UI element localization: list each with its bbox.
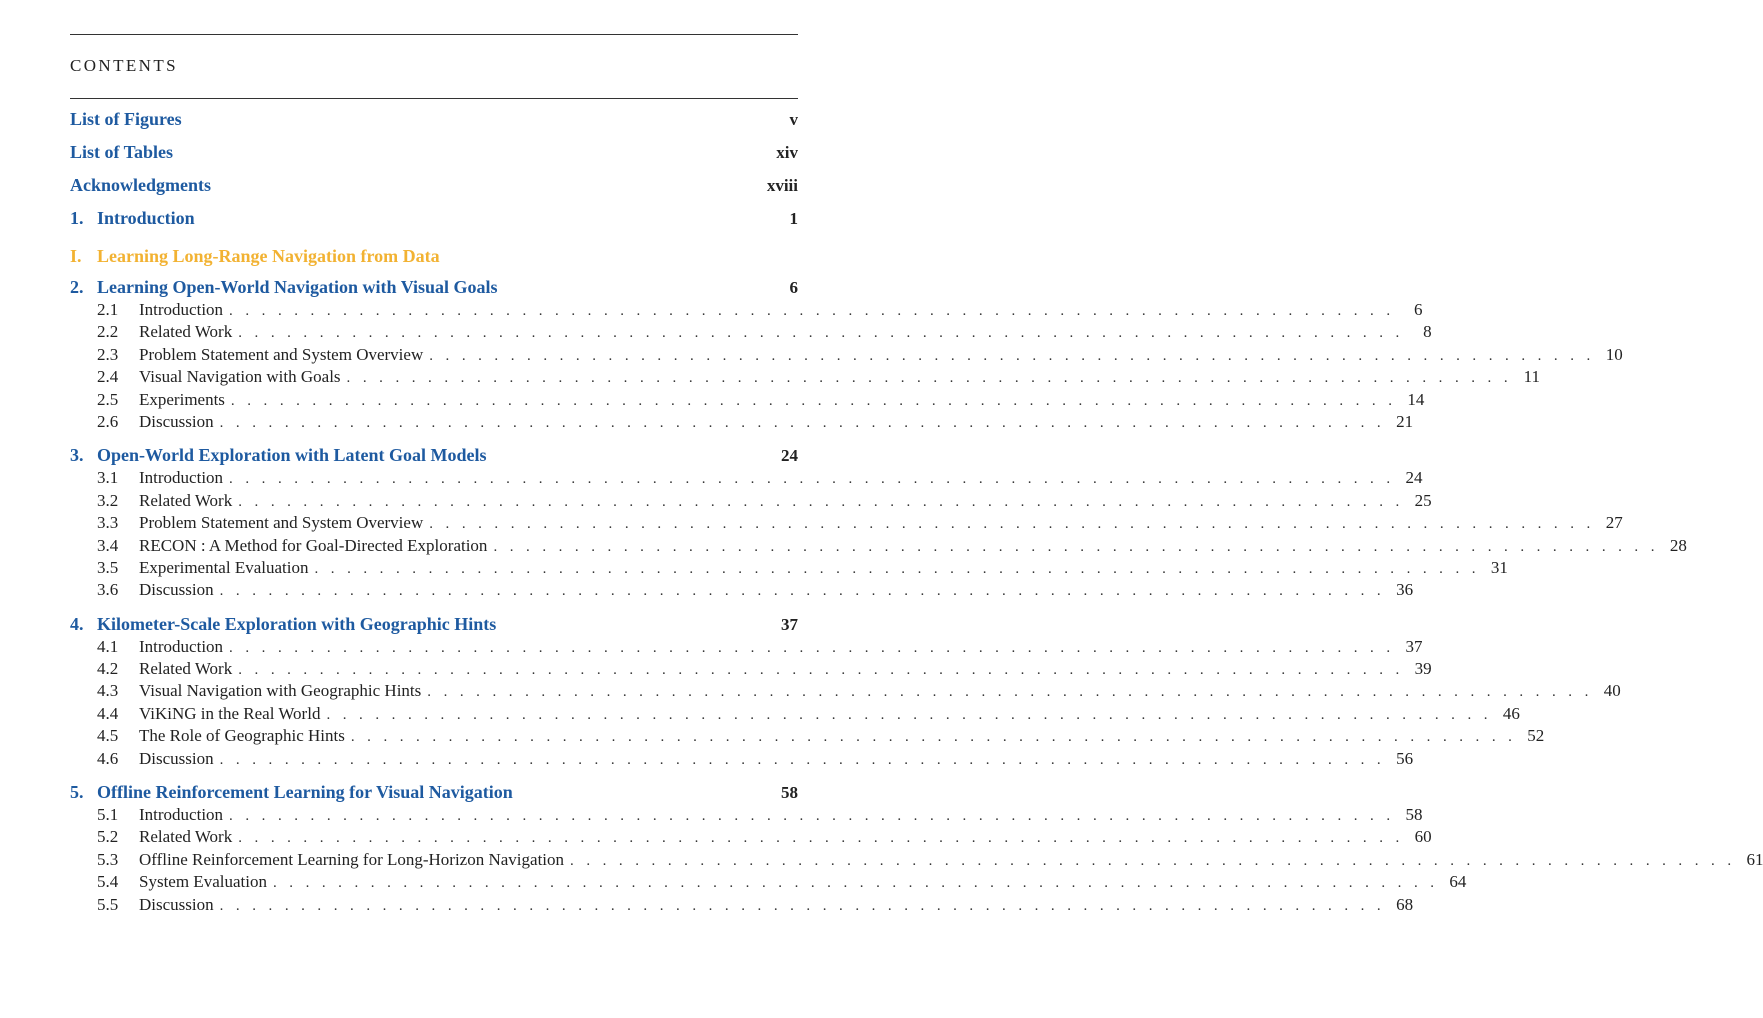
- section-page: 58: [1405, 805, 1423, 825]
- section-number: 2.3: [97, 344, 119, 364]
- toc-entry-label[interactable]: Acknowledgments: [70, 175, 212, 195]
- section-page: 40: [1603, 681, 1621, 701]
- dot-leader: . . . . . . . . . . . . . . . . . . . . . . . . . . . . . . . . . . . . . . . . . . . . . . . . . . . . . . . . . . . . . . . . . . . . . . . .: [229, 471, 1395, 488]
- section-page: 37: [1405, 636, 1423, 656]
- toc-section[interactable]: [70, 579, 1414, 601]
- toc-section[interactable]: [70, 725, 1545, 747]
- section-number: 4.6: [97, 748, 119, 768]
- section-number: 3.4: [97, 535, 119, 555]
- section-number: 2.1: [97, 300, 119, 319]
- section-title[interactable]: Experiments: [139, 389, 225, 409]
- section-number: 5.2: [97, 827, 119, 847]
- section-number: 4.1: [97, 636, 119, 656]
- section-number: 3.3: [97, 513, 119, 533]
- chapter-title[interactable]: Offline Reinforcement Learning for Visual Navigation: [97, 782, 513, 803]
- toc-section[interactable]: [70, 512, 1623, 534]
- toc-chapter[interactable]: [70, 612, 798, 636]
- dot-leader: . . . . . . . . . . . . . . . . . . . . . . . . . . . . . . . . . . . . . . . . . . . . . . . . . . . . . . . . . . . . . . . . . . . . . . . .: [493, 538, 1659, 555]
- chapter-page: 37: [781, 614, 798, 634]
- dot-leader: . . . . . . . . . . . . . . . . . . . . . . . . . . . . . . . . . . . . . . . . . . . . . . . . . . . . . . . . . . . . . . . . . . . . . . . .: [229, 303, 1395, 319]
- contents-heading: CONTENTS: [70, 56, 178, 75]
- section-page: 28: [1669, 535, 1687, 555]
- toc-section[interactable]: [70, 804, 1423, 826]
- chapter-page: 24: [781, 446, 798, 466]
- dot-leader: . . . . . . . . . . . . . . . . . . . . . . . . . . . . . . . . . . . . . . . . . . . . . . . . . . . . . . . . . . . . . . . . . . . . . . . .: [238, 493, 1404, 510]
- toc-entry-list-of-tables[interactable]: [70, 140, 798, 173]
- dot-leader: . . . . . . . . . . . . . . . . . . . . . . . . . . . . . . . . . . . . . . . . . . . . . . . . . . . . . . . . . . . . . . . . . . . . . . . .: [229, 808, 1395, 825]
- toc-entry-list-of-figures[interactable]: [70, 107, 798, 140]
- dot-leader: . . . . . . . . . . . . . . . . . . . . . . . . . . . . . . . . . . . . . . . . . . . . . . . . . . . . . . . . . . . . . . . . . . . . . . . .: [219, 751, 1386, 768]
- toc-section[interactable]: [70, 411, 1414, 433]
- dot-leader: . . . . . . . . . . . . . . . . . . . . . . . . . . . . . . . . . . . . . . . . . . . . . . . . . . . . . . . . . . . . . . . . . . . . . . . .: [229, 639, 1395, 656]
- toc-section[interactable]: [70, 389, 1425, 411]
- section-title[interactable]: Discussion: [139, 411, 214, 431]
- section-page: 24: [1405, 468, 1423, 488]
- toc-chapter-introduction[interactable]: [70, 206, 798, 230]
- section-number: 3.1: [97, 468, 119, 488]
- toc-entry-label[interactable]: List of Tables: [70, 142, 174, 162]
- dot-leader: . . . . . . . . . . . . . . . . . . . . . . . . . . . . . . . . . . . . . . . . . . . . . . . . . . . . . . . . . . . . . . . . . . . . . . . .: [346, 370, 1512, 387]
- section-title[interactable]: Visual Navigation with Geographic Hints: [139, 681, 422, 701]
- chapter-page: 1: [789, 209, 798, 228]
- section-page: 31: [1490, 557, 1508, 577]
- section-page: 36: [1396, 580, 1414, 600]
- section-number: 2.4: [97, 367, 119, 387]
- chapter-title[interactable]: Open-World Exploration with Latent Goal Models: [97, 445, 487, 466]
- section-number: 4.2: [97, 659, 119, 679]
- toc-chapter[interactable]: [70, 275, 798, 299]
- section-title[interactable]: ViKiNG in the Real World: [139, 703, 321, 723]
- section-page: 14: [1407, 389, 1425, 409]
- section-title[interactable]: Discussion: [139, 748, 214, 768]
- chapter-number: 2.: [70, 277, 84, 297]
- toc-section[interactable]: [70, 535, 1687, 557]
- section-title[interactable]: Introduction: [139, 636, 224, 656]
- section-number: 5.3: [97, 849, 119, 869]
- part-title[interactable]: Learning Long-Range Navigation from Data: [97, 246, 440, 266]
- chapter-page: 6: [789, 278, 798, 297]
- toc-section[interactable]: [70, 366, 1540, 388]
- section-page: 6: [1414, 300, 1423, 319]
- toc-section[interactable]: [70, 299, 1423, 321]
- toc-section[interactable]: [70, 826, 1432, 848]
- section-title[interactable]: Problem Statement and System Overview: [139, 513, 424, 533]
- toc-part-heading[interactable]: [70, 243, 798, 269]
- toc-section[interactable]: [70, 490, 1432, 512]
- section-number: 3.2: [97, 490, 119, 510]
- dot-leader: . . . . . . . . . . . . . . . . . . . . . . . . . . . . . . . . . . . . . . . . . . . . . . . . . . . . . . . . . . . . . . . . . . . . . . . .: [350, 729, 1517, 746]
- section-page: 21: [1396, 411, 1414, 431]
- section-page: 46: [1502, 703, 1520, 723]
- section-title[interactable]: Related Work: [139, 490, 233, 510]
- dot-leader: . . . . . . . . . . . . . . . . . . . . . . . . . . . . . . . . . . . . . . . . . . . . . . . . . . . . . . . . . . . . . . . . . . . . . . . .: [427, 684, 1593, 701]
- dot-leader: . . . . . . . . . . . . . . . . . . . . . . . . . . . . . . . . . . . . . . . . . . . . . . . . . . . . . . . . . . . . . . . . . . . . . . . .: [238, 830, 1404, 847]
- section-page: 39: [1414, 659, 1432, 679]
- dot-leader: . . . . . . . . . . . . . . . . . . . . . . . . . . . . . . . . . . . . . . . . . . . . . . . . . . . . . . . . . . . . . . . . . . . . . . . .: [326, 706, 1492, 723]
- section-page: 25: [1414, 490, 1432, 510]
- chapter-number: 1.: [70, 208, 84, 228]
- section-title[interactable]: The Role of Geographic Hints: [139, 726, 345, 746]
- dot-leader: . . . . . . . . . . . . . . . . . . . . . . . . . . . . . . . . . . . . . . . . . . . . . . . . . . . . . . . . . . . . . . . . . . . . . . . .: [219, 583, 1386, 600]
- dot-leader: . . . . . . . . . . . . . . . . . . . . . . . . . . . . . . . . . . . . . . . . . . . . . . . . . . . . . . . . . . . . . . . . . . . . . . . .: [219, 414, 1386, 431]
- section-title[interactable]: Related Work: [139, 322, 233, 342]
- section-number: 2.2: [97, 322, 119, 342]
- toc-section[interactable]: [70, 467, 1423, 489]
- toc-entry-page: xiv: [776, 143, 798, 162]
- chapter-number: 4.: [70, 613, 84, 634]
- toc-section[interactable]: [70, 894, 1414, 916]
- part-number: I.: [70, 246, 82, 266]
- section-page: 11: [1523, 367, 1540, 387]
- toc-section[interactable]: [70, 680, 1621, 702]
- section-page: 60: [1414, 827, 1432, 847]
- section-title[interactable]: Related Work: [139, 827, 233, 847]
- section-number: 3.6: [97, 580, 119, 600]
- section-title[interactable]: Discussion: [139, 894, 214, 914]
- table-of-contents: [70, 107, 1763, 916]
- toc-section[interactable]: [70, 636, 1423, 658]
- toc-section[interactable]: [70, 321, 1432, 343]
- dot-leader: . . . . . . . . . . . . . . . . . . . . . . . . . . . . . . . . . . . . . . . . . . . . . . . . . . . . . . . . . . . . . . . . . . . . . . . .: [230, 392, 1397, 409]
- section-number: 4.5: [97, 726, 119, 746]
- section-title[interactable]: Visual Navigation with Goals: [139, 367, 341, 387]
- toc-entry-acknowledgments[interactable]: [70, 173, 798, 206]
- section-page: 68: [1396, 894, 1414, 914]
- section-title[interactable]: Problem Statement and System Overview: [139, 344, 424, 364]
- section-title[interactable]: RECON : A Method for Goal-Directed Exploration: [139, 535, 488, 555]
- section-page: 56: [1396, 748, 1414, 768]
- section-number: 2.6: [97, 411, 119, 431]
- chapter-title[interactable]: Introduction: [97, 208, 195, 228]
- chapter-page: 58: [781, 783, 798, 803]
- toc-section[interactable]: [70, 849, 1763, 871]
- chapter-number: 3.: [70, 445, 84, 466]
- section-title[interactable]: Introduction: [139, 805, 224, 825]
- dot-leader: . . . . . . . . . . . . . . . . . . . . . . . . . . . . . . . . . . . . . . . . . . . . . . . . . . . . . . . . . . . . . . . . . . . . . . . .: [314, 560, 1480, 577]
- section-number: 5.1: [97, 805, 119, 825]
- toc-entry-label[interactable]: List of Figures: [70, 109, 182, 129]
- chapter-title[interactable]: Kilometer-Scale Exploration with Geographic Hints: [97, 613, 497, 634]
- section-title[interactable]: Offline Reinforcement Learning for Long-Horizon Navigation: [139, 849, 565, 869]
- toc-chapter[interactable]: [70, 443, 798, 467]
- section-page: 10: [1605, 344, 1623, 364]
- toc-entry-page: v: [789, 110, 798, 129]
- dot-leader: . . . . . . . . . . . . . . . . . . . . . . . . . . . . . . . . . . . . . . . . . . . . . . . . . . . . . . . . . . . . . . . . . . . . . . . .: [238, 662, 1404, 679]
- toc-section[interactable]: [70, 748, 1414, 770]
- dot-leader: . . . . . . . . . . . . . . . . . . . . . . . . . . . . . . . . . . . . . . . . . . . . . . . . . . . . . . . . . . . . . . . . . . . . . . . .: [272, 875, 1439, 892]
- section-page: 64: [1449, 872, 1467, 892]
- section-title[interactable]: Discussion: [139, 580, 214, 600]
- section-number: 5.4: [97, 872, 119, 892]
- section-number: 5.5: [97, 894, 119, 914]
- dot-leader: . . . . . . . . . . . . . . . . . . . . . . . . . . . . . . . . . . . . . . . . . . . . . . . . . . . . . . . . . . . . . . . . . . . . . . . .: [429, 516, 1595, 533]
- toc-section[interactable]: [70, 557, 1508, 579]
- dot-leader: . . . . . . . . . . . . . . . . . . . . . . . . . . . . . . . . . . . . . . . . . . . . . . . . . . . . . . . . . . . . . . . . . . . . . . . .: [429, 347, 1595, 364]
- dot-leader: . . . . . . . . . . . . . . . . . . . . . . . . . . . . . . . . . . . . . . . . . . . . . . . . . . . . . . . . . . . . . . . . . . . . . . . .: [570, 852, 1736, 869]
- chapter-title[interactable]: Learning Open-World Navigation with Visual Goals: [97, 277, 498, 297]
- section-number: 4.3: [97, 681, 119, 701]
- section-number: 4.4: [97, 703, 119, 723]
- toc-chapter[interactable]: [70, 780, 798, 804]
- dot-leader: . . . . . . . . . . . . . . . . . . . . . . . . . . . . . . . . . . . . . . . . . . . . . . . . . . . . . . . . . . . . . . . . . . . . . . . .: [238, 325, 1404, 342]
- section-title[interactable]: Introduction: [139, 300, 224, 319]
- dot-leader: . . . . . . . . . . . . . . . . . . . . . . . . . . . . . . . . . . . . . . . . . . . . . . . . . . . . . . . . . . . . . . . . . . . . . . . .: [219, 897, 1386, 914]
- section-page: 61: [1746, 849, 1763, 869]
- chapter-number: 5.: [70, 782, 84, 803]
- section-page: 27: [1605, 513, 1623, 533]
- heading-rule: [70, 98, 798, 99]
- section-title[interactable]: System Evaluation: [139, 872, 267, 892]
- toc-section[interactable]: [70, 344, 1623, 366]
- section-page: 52: [1527, 726, 1545, 746]
- top-rule: [70, 34, 798, 35]
- section-page: 8: [1423, 322, 1432, 342]
- toc-section[interactable]: [70, 658, 1432, 680]
- toc-entry-page: xviii: [766, 176, 798, 195]
- toc-section[interactable]: [70, 703, 1520, 725]
- section-title[interactable]: Experimental Evaluation: [139, 557, 309, 577]
- section-title[interactable]: Introduction: [139, 468, 224, 488]
- toc-section[interactable]: [70, 871, 1467, 893]
- section-number: 3.5: [97, 557, 119, 577]
- section-number: 2.5: [97, 389, 119, 409]
- section-title[interactable]: Related Work: [139, 659, 233, 679]
